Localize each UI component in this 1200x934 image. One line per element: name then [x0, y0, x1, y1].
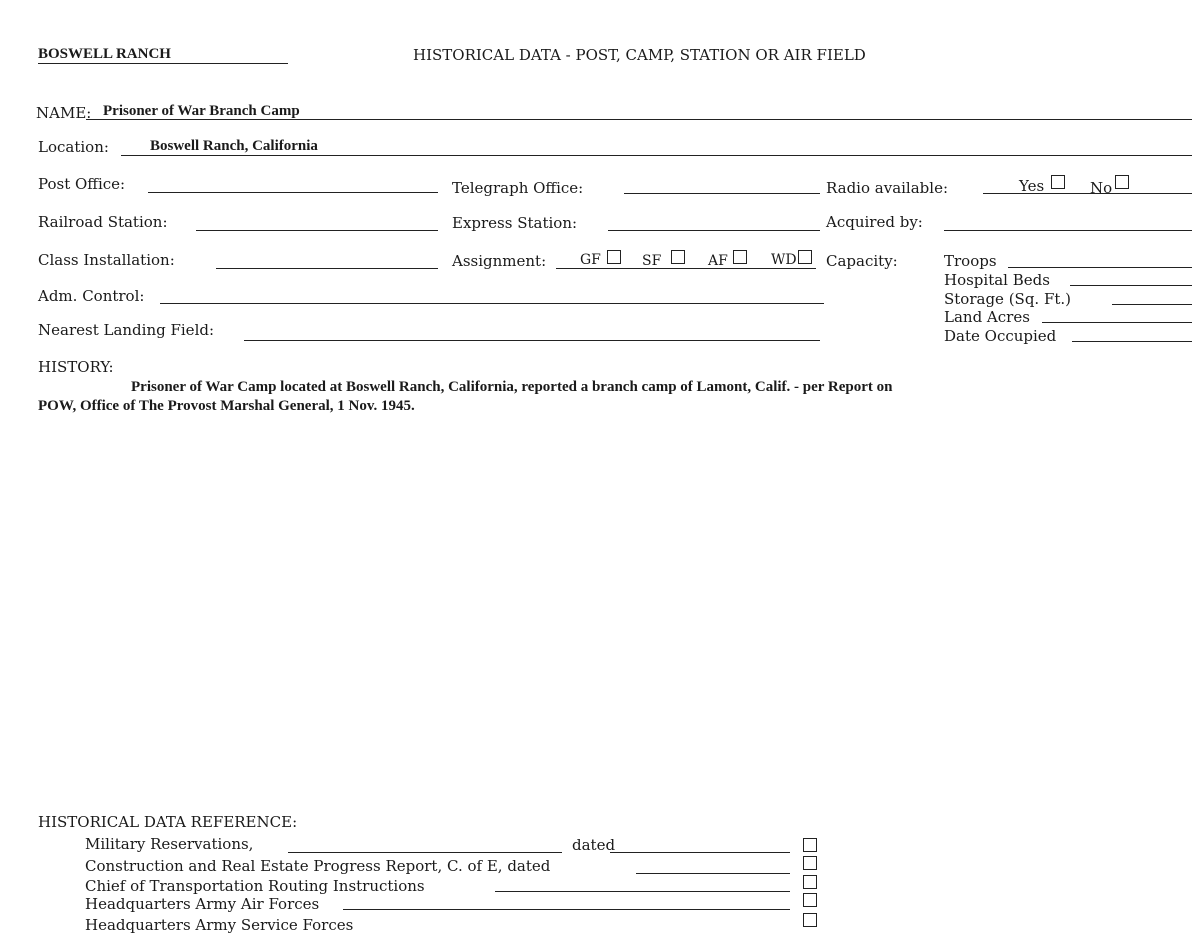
radio-yes-checkbox[interactable]: [1051, 175, 1065, 189]
railroad-station-label: Railroad Station:: [38, 213, 168, 231]
reference-item-transportation: Chief of Transportation Routing Instructions: [85, 877, 425, 895]
reference-item-army-service-forces: Headquarters Army Service Forces: [85, 916, 354, 934]
army-air-forces-line[interactable]: [343, 909, 790, 910]
military-reservations-checkbox[interactable]: [803, 838, 817, 852]
army-service-forces-checkbox[interactable]: [803, 913, 817, 927]
reference-label: HISTORICAL DATA REFERENCE:: [38, 813, 298, 831]
hospital-beds-field-line[interactable]: [1070, 285, 1192, 286]
assignment-field-line: [556, 268, 816, 269]
acquired-by-label: Acquired by:: [826, 213, 923, 231]
assign-wd-label: WD: [771, 252, 797, 268]
landing-field-label: Nearest Landing Field:: [38, 321, 215, 339]
construction-report-date-line[interactable]: [636, 873, 790, 874]
capacity-label: Capacity:: [826, 252, 898, 270]
troops-field-line[interactable]: [1008, 267, 1192, 268]
post-office-label: Post Office:: [38, 175, 126, 193]
radio-no-label: No: [1090, 179, 1113, 197]
reference-item-army-air-forces: Headquarters Army Air Forces: [85, 895, 320, 913]
assign-af-checkbox[interactable]: [733, 250, 747, 264]
storage-field-line[interactable]: [1112, 304, 1192, 305]
express-station-label: Express Station:: [452, 214, 578, 232]
assign-gf-checkbox[interactable]: [607, 250, 621, 264]
radio-field-line: [983, 193, 1192, 194]
express-station-field-line[interactable]: [608, 230, 820, 231]
adm-control-field-line[interactable]: [160, 303, 824, 304]
landing-field-line[interactable]: [244, 340, 820, 341]
telegraph-office-label: Telegraph Office:: [452, 179, 584, 197]
reference-item-construction-report: Construction and Real Estate Progress Report, C. of E, dated: [85, 857, 551, 875]
history-text-line-2: POW, Office of The Provost Marshal General, 1 Nov. 1945.: [38, 398, 415, 414]
railroad-station-field-line[interactable]: [196, 230, 438, 231]
military-reservations-date-line[interactable]: [610, 852, 790, 853]
assign-sf-checkbox[interactable]: [671, 250, 685, 264]
assignment-label: Assignment:: [452, 252, 547, 270]
radio-yes-label: Yes: [1019, 177, 1045, 195]
location-field-line[interactable]: [121, 155, 1192, 156]
reference-item-military-reservations: Military Reservations,: [85, 835, 254, 853]
history-text-line-1: Prisoner of War Camp located at Boswell Ranch, California, reported a branch camp of Lamont, Calif. - per Report on: [131, 379, 893, 395]
adm-control-label: Adm. Control:: [38, 287, 145, 305]
record-title-underline: [38, 63, 288, 64]
radio-label: Radio available:: [826, 179, 949, 197]
radio-no-checkbox[interactable]: [1115, 175, 1129, 189]
date-occupied-field-line[interactable]: [1072, 341, 1192, 342]
telegraph-office-field-line[interactable]: [624, 193, 820, 194]
land-acres-field-line[interactable]: [1042, 322, 1192, 323]
reference-item-dated-label: dated: [572, 836, 616, 854]
military-reservations-line[interactable]: [288, 852, 562, 853]
army-air-forces-checkbox[interactable]: [803, 893, 817, 907]
name-value: Prisoner of War Branch Camp: [103, 103, 300, 119]
class-installation-field-line[interactable]: [216, 268, 438, 269]
assign-sf-label: SF: [642, 253, 662, 269]
assign-wd-checkbox[interactable]: [798, 250, 812, 264]
name-label: NAME:: [36, 104, 92, 122]
hospital-beds-label: Hospital Beds: [944, 271, 1050, 289]
class-installation-label: Class Installation:: [38, 251, 175, 269]
history-label: HISTORY:: [38, 358, 114, 376]
troops-label: Troops: [944, 252, 997, 270]
construction-report-checkbox[interactable]: [803, 856, 817, 870]
date-occupied-label: Date Occupied: [944, 327, 1057, 345]
acquired-by-field-line[interactable]: [944, 230, 1192, 231]
transportation-line[interactable]: [495, 891, 790, 892]
post-office-field-line[interactable]: [148, 192, 438, 193]
transportation-checkbox[interactable]: [803, 875, 817, 889]
assign-gf-label: GF: [580, 252, 601, 268]
record-title: BOSWELL RANCH: [38, 46, 171, 62]
name-field-line[interactable]: [86, 119, 1192, 120]
storage-label: Storage (Sq. Ft.): [944, 290, 1072, 308]
assign-af-label: AF: [708, 253, 728, 269]
location-label: Location:: [38, 138, 109, 156]
form-title: HISTORICAL DATA - POST, CAMP, STATION OR AIR FIELD: [413, 46, 866, 64]
location-value: Boswell Ranch, California: [150, 138, 318, 154]
land-acres-label: Land Acres: [944, 308, 1030, 326]
